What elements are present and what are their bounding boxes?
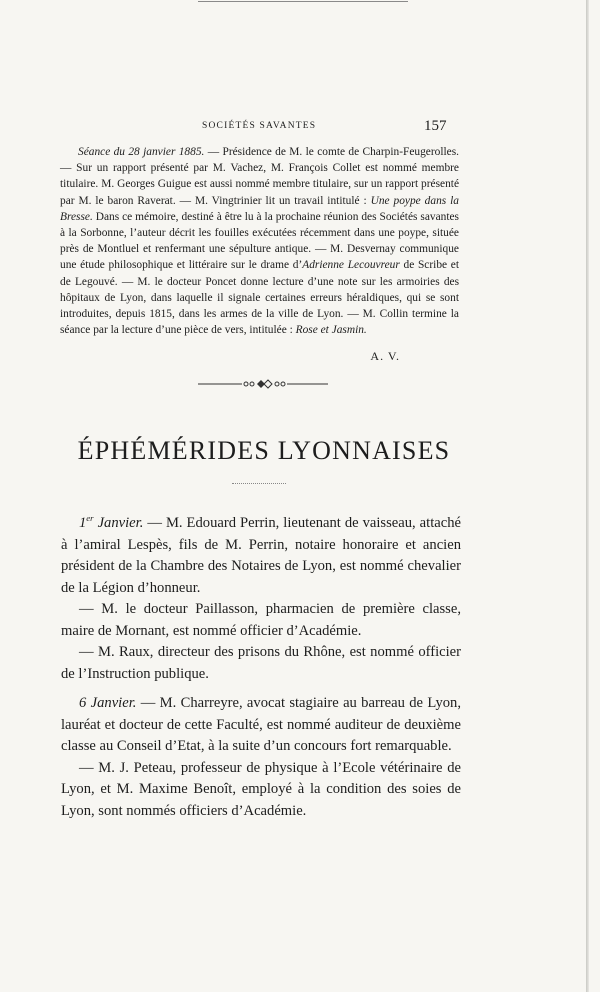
page-header [60,118,460,138]
top-edge-rule [198,1,408,2]
seance-text [60,144,459,338]
section-title: ÉPHÉMÉRIDES LYONNAISES [77,436,451,465]
seance-paragraph [60,144,459,338]
entry-paillasson: — M. le docteur Paillasson, pharmacien de première classe, maire de Mornant, est nommé officier d’Académie. [61,601,461,639]
entry-peteau: — M. J. Peteau, professeur de physique à l’Ecole vétérinaire de Lyon, et M. Maxime Benoît, employé à la condition des soies de Lyon, sont nommés officiers d’Académie. [61,759,461,819]
entry-text: — M. Edouard Perrin, lieutenant de vaisseau, attaché à l’amiral Lespès, fils de M. Perrin, notaire honoraire et ancien président de la Chambre des Notaires de Lyon, est nommé chevalier de la Légion d’honneur. [61,515,461,596]
entry-month: Janvier. [93,515,144,531]
seance-text-part-1: — Présidence de M. le comte de Charpin-Feugerolles. — Sur un rapport présenté par M. Vachez, M. François Collet est nommé membre titulaire. M. Georges Guigue est aussi nommé membre titulaire, sur un rapport présenté par M. le baron Raverat. — M. Vingtrinier lit un travail intitulé : [60,146,459,207]
running-head: SOCIÉTÉS SAVANTES [202,121,317,131]
entry-1er-janvier [61,513,461,599]
seance-date: Séance du 28 janvier 1885. [78,146,205,158]
entry-day-suffix: er [86,513,94,524]
entry-day: 1 [79,515,87,531]
title-underline [232,483,286,486]
signature: A. V. [370,349,400,363]
entry-6-janvier [61,693,461,758]
ephemerides-entries [61,513,461,822]
entry-raux: — M. Raux, directeur des prisons du Rhône, est nommé officier de l’Instruction publique. [61,644,461,682]
ornament-divider [198,378,328,390]
entry-date: 6 Janvier. [79,695,137,711]
seance-text-part-3: de Scribe et de Legouvé. — M. le docteur Poncet donne lecture d’une note sur les armoiries des hôpitaux de Lyon, dans laquelle il signale certaines erreurs héraldiques, qui se sont introduites, depuis 1815, dans les armes de la ville de Lyon. — M. Collin termine la séance par la lecture d’une pièce de vers, intitulée : [60,259,460,337]
work-title-rose: Rose et Jasmin. [295,324,367,337]
entry-text: — M. Charreyre, avocat stagiaire au barreau de Lyon, lauréat et docteur de cette Faculté, est nommé auditeur de deuxième classe au Conseil d’Etat, à la suite d’un concours fort remarquable. [61,695,461,754]
page-binding-edge [586,0,589,992]
work-title-adrienne: Adrienne Lecouvreur [302,259,400,272]
work-title-poype: Une poype dans la Bresse. [60,194,459,223]
seance-text-part-2: Dans ce mémoire, destiné à être lu à la prochaine réunion des Sociétés savantes à la Sorbonne, l’auteur décrit les fouilles exécutées récemment dans une poype, située près de Montluel et renfermant une sépulture antique. — M. Desvernay communique une étude philosophique et littéraire sur le drame d’ [60,210,459,272]
page-number: 157 [424,118,447,134]
entry-date [79,515,143,531]
